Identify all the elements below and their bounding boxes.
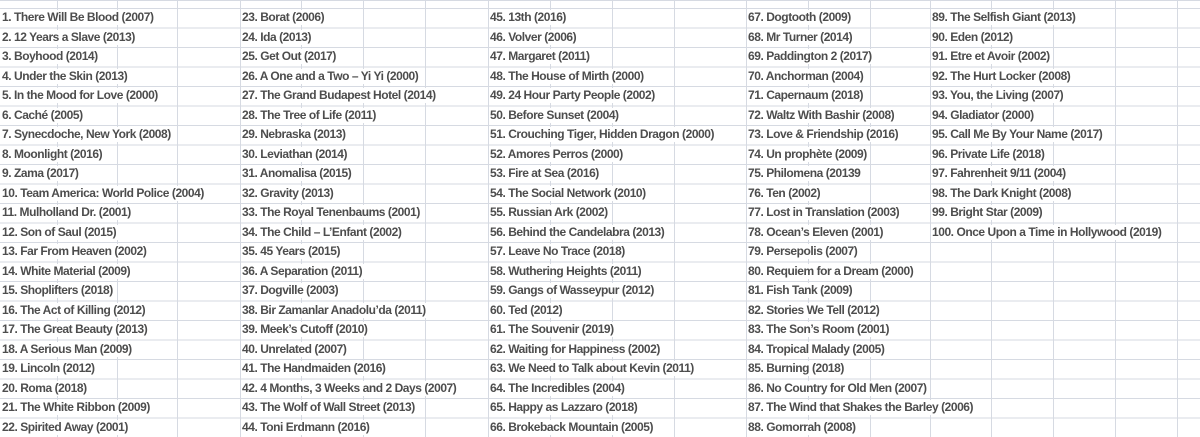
spreadsheet-cell[interactable] <box>932 106 1036 126</box>
spreadsheet-cell[interactable] <box>490 262 643 282</box>
film-list-item[interactable]: 88. Gomorrah (2008) <box>748 419 856 434</box>
spreadsheet-cell[interactable] <box>490 145 625 165</box>
film-list-item[interactable]: 35. 45 Years (2015) <box>242 244 340 259</box>
gridline-vertical <box>240 0 241 437</box>
spreadsheet-cell[interactable] <box>2 28 137 48</box>
film-list-item[interactable]: 73. Love & Friendship (2016) <box>748 127 899 142</box>
film-list-item[interactable]: 11. Mulholland Dr. (2001) <box>2 205 131 220</box>
spreadsheet-cell[interactable] <box>490 28 578 48</box>
film-list-item[interactable]: 51. Crouching Tiger, Hidden Dragon (2000) <box>490 127 715 142</box>
spreadsheet-cell[interactable] <box>748 145 869 165</box>
film-list-item[interactable]: 90. Eden (2012) <box>932 29 1013 44</box>
spreadsheet-cell[interactable] <box>490 223 666 243</box>
film-list-item[interactable]: 79. Persepolis (2007) <box>748 244 858 259</box>
spreadsheet-cell[interactable] <box>242 340 348 360</box>
spreadsheet-cell[interactable] <box>242 359 387 379</box>
spreadsheet-cell[interactable] <box>490 301 564 321</box>
film-list-item[interactable]: 77. Lost in Translation (2003) <box>748 205 900 220</box>
spreadsheet-cell[interactable] <box>2 379 89 399</box>
spreadsheet-cell[interactable] <box>2 145 104 165</box>
film-list-item[interactable]: 45. 13th (2016) <box>490 10 566 25</box>
spreadsheet-cell[interactable] <box>490 67 646 87</box>
spreadsheet-cell[interactable] <box>932 223 1163 243</box>
spreadsheet-cell[interactable] <box>242 164 353 184</box>
film-list-item[interactable]: 80. Requiem for a Dream (2000) <box>748 263 914 278</box>
spreadsheet-cell[interactable] <box>242 223 403 243</box>
spreadsheet-cell[interactable] <box>748 47 874 67</box>
gridline-vertical <box>177 0 178 437</box>
spreadsheet-cell[interactable] <box>748 125 900 145</box>
film-list-item[interactable]: 33. The Royal Tenenbaums (2001) <box>242 205 420 220</box>
film-list-item[interactable]: 62. Waiting for Happiness (2002) <box>490 341 660 356</box>
film-list-item[interactable]: 47. Margaret (2011) <box>490 49 590 64</box>
spreadsheet-cell[interactable] <box>932 184 1073 204</box>
film-list-item[interactable]: 84. Tropical Malady (2005) <box>748 341 885 356</box>
film-list-item[interactable]: 44. Toni Erdmann (2016) <box>242 419 370 434</box>
spreadsheet-cell[interactable] <box>748 106 896 126</box>
film-list-item[interactable]: 16. The Act of Killing (2012) <box>2 302 146 317</box>
film-list-item[interactable]: 27. The Grand Budapest Hotel (2014) <box>242 88 436 103</box>
film-list-item[interactable]: 63. We Need to Talk about Kevin (2011) <box>490 361 694 376</box>
film-list-item[interactable]: 19. Lincoln (2012) <box>2 361 95 376</box>
film-list-item[interactable]: 81. Fish Tank (2009) <box>748 283 853 298</box>
spreadsheet-cell[interactable] <box>490 86 657 106</box>
spreadsheet-cell[interactable] <box>748 223 885 243</box>
spreadsheet-cell[interactable] <box>748 320 891 340</box>
film-list-item[interactable]: 75. Philomena (20139 <box>748 166 861 181</box>
film-list-item[interactable]: 43. The Wolf of Wall Street (2013) <box>242 400 415 415</box>
spreadsheet-cell[interactable] <box>242 106 378 126</box>
film-list-item[interactable]: 89. The Selfish Giant (2013) <box>932 10 1076 25</box>
gridline-vertical <box>488 0 489 437</box>
film-list-item[interactable]: 66. Brokeback Mountain (2005) <box>490 419 654 434</box>
film-list-item[interactable]: 36. A Separation (2011) <box>242 263 363 278</box>
film-list-item[interactable]: 9. Zama (2017) <box>2 166 79 181</box>
spreadsheet-cell[interactable] <box>490 106 621 126</box>
spreadsheet-cell[interactable] <box>2 86 160 106</box>
film-list-item[interactable]: 72. Waltz With Bashir (2008) <box>748 107 895 122</box>
spreadsheet-cell[interactable] <box>2 281 115 301</box>
spreadsheet-cell[interactable] <box>242 418 371 437</box>
film-list-item[interactable]: 78. Ocean’s Eleven (2001) <box>748 224 884 239</box>
film-list-item[interactable]: 15. Shoplifters (2018) <box>2 283 113 298</box>
film-list-item[interactable]: 82. Stories We Tell (2012) <box>748 302 880 317</box>
spreadsheet-cell[interactable] <box>242 28 313 48</box>
film-list-item[interactable]: 12. Son of Saul (2015) <box>2 224 117 239</box>
spreadsheet-cell[interactable] <box>490 203 610 223</box>
spreadsheet-cell[interactable] <box>748 281 854 301</box>
film-list-item[interactable]: 98. The Dark Knight (2008) <box>932 185 1072 200</box>
spreadsheet-cell[interactable] <box>748 379 929 399</box>
film-list-item[interactable]: 69. Paddington 2 (2017) <box>748 49 872 64</box>
film-list-item[interactable]: 24. Ida (2013) <box>242 29 312 44</box>
film-list-item[interactable]: 86. No Country for Old Men (2007) <box>748 380 927 395</box>
spreadsheet-cell[interactable] <box>490 281 656 301</box>
spreadsheet-cell[interactable] <box>932 125 1104 145</box>
film-list-item[interactable]: 14. White Material (2009) <box>2 263 131 278</box>
spreadsheet-cell[interactable] <box>748 262 915 282</box>
film-list-item[interactable]: 48. The House of Mirth (2000) <box>490 68 644 83</box>
film-list-item[interactable]: 30. Leviathan (2014) <box>242 146 348 161</box>
film-list-item[interactable]: 40. Unrelated (2007) <box>242 341 347 356</box>
spreadsheet-cell[interactable] <box>2 398 152 418</box>
film-list-item[interactable]: 34. The Child – L’Enfant (2002) <box>242 224 402 239</box>
film-list-item[interactable]: 83. The Son’s Room (2001) <box>748 322 890 337</box>
film-list-item[interactable]: 60. Ted (2012) <box>490 302 563 317</box>
film-list-item[interactable]: 23. Borat (2006) <box>242 10 325 25</box>
spreadsheet-cell[interactable] <box>932 164 1068 184</box>
film-list-item[interactable]: 91. Etre et Avoir (2002) <box>932 49 1050 64</box>
spreadsheet-cell[interactable] <box>242 398 417 418</box>
film-list-item[interactable]: 99. Bright Star (2009) <box>932 205 1043 220</box>
spreadsheet-cell[interactable] <box>242 184 335 204</box>
spreadsheet-cell[interactable] <box>932 145 1046 165</box>
film-list-item[interactable]: 39. Meek’s Cutoff (2010) <box>242 322 368 337</box>
gridline-vertical <box>1177 0 1178 437</box>
spreadsheet-cell[interactable] <box>748 28 854 48</box>
film-list-item[interactable]: 32. Gravity (2013) <box>242 185 334 200</box>
spreadsheet-cell[interactable] <box>242 281 340 301</box>
spreadsheet-cell[interactable] <box>490 379 626 399</box>
film-list-item[interactable]: 64. The Incredibles (2004) <box>490 380 625 395</box>
film-list-item[interactable]: 61. The Souvenir (2019) <box>490 322 614 337</box>
spreadsheet-cell[interactable] <box>2 242 148 262</box>
film-list-item[interactable]: 6. Caché (2005) <box>2 107 83 122</box>
film-list-item[interactable]: 13. Far From Heaven (2002) <box>2 244 147 259</box>
spreadsheet-cell[interactable] <box>932 8 1077 28</box>
film-list-item[interactable]: 31. Anomalisa (2015) <box>242 166 352 181</box>
film-list-item[interactable]: 42. 4 Months, 3 Weeks and 2 Days (2007) <box>242 380 457 395</box>
film-list-item[interactable]: 41. The Handmaiden (2016) <box>242 361 386 376</box>
film-list-item[interactable]: 55. Russian Ark (2002) <box>490 205 608 220</box>
film-list-item[interactable]: 26. A One and a Two – Yi Yi (2000) <box>242 68 419 83</box>
spreadsheet-cell[interactable] <box>490 8 568 28</box>
spreadsheet-cell[interactable] <box>490 418 655 437</box>
spreadsheet-cell[interactable] <box>932 86 1065 106</box>
spreadsheet-cell[interactable] <box>242 145 349 165</box>
spreadsheet-cell[interactable] <box>242 8 326 28</box>
film-list-item[interactable]: 28. The Tree of Life (2011) <box>242 107 376 122</box>
film-list-item[interactable]: 56. Behind the Candelabra (2013) <box>490 224 665 239</box>
film-list-item[interactable]: 8. Moonlight (2016) <box>2 146 103 161</box>
spreadsheet-cell[interactable] <box>2 223 118 243</box>
film-list-item[interactable]: 52. Amores Perros (2000) <box>490 146 623 161</box>
spreadsheet-cell[interactable] <box>490 184 648 204</box>
film-list-item[interactable]: 3. Boyhood (2014) <box>2 49 98 64</box>
spreadsheet-cell[interactable] <box>490 125 716 145</box>
spreadsheet-cell[interactable] <box>490 164 601 184</box>
film-list-item[interactable]: 93. You, the Living (2007) <box>932 88 1064 103</box>
spreadsheet-cell[interactable] <box>242 86 438 106</box>
spreadsheet-cell[interactable] <box>748 340 886 360</box>
film-list-item[interactable]: 17. The Great Beauty (2013) <box>2 322 148 337</box>
gridline-vertical <box>425 0 426 437</box>
gridline-vertical <box>930 0 931 437</box>
film-list-item[interactable]: 2. 12 Years a Slave (2013) <box>2 29 135 44</box>
spreadsheet-cell[interactable] <box>748 67 865 87</box>
film-list-item[interactable]: 50. Before Sunset (2004) <box>490 107 619 122</box>
film-list-item[interactable]: 49. 24 Hour Party People (2002) <box>490 88 655 103</box>
film-list-item[interactable]: 1. There Will Be Blood (2007) <box>2 10 154 25</box>
film-list-item[interactable]: 5. In the Mood for Love (2000) <box>2 88 158 103</box>
spreadsheet-cell[interactable] <box>748 301 881 321</box>
spreadsheet-cell[interactable] <box>2 418 130 437</box>
spreadsheet-cell[interactable] <box>2 164 80 184</box>
spreadsheet-cell[interactable] <box>490 320 616 340</box>
spreadsheet-cell[interactable] <box>748 8 853 28</box>
film-list-item[interactable]: 22. Spirited Away (2001) <box>2 419 128 434</box>
film-list-item[interactable]: 38. Bir Zamanlar Anadolu’da (2011) <box>242 302 426 317</box>
film-list-item[interactable]: 92. The Hurt Locker (2008) <box>932 68 1071 83</box>
film-list-item[interactable]: 37. Dogville (2003) <box>242 283 339 298</box>
spreadsheet-cell[interactable] <box>242 320 369 340</box>
spreadsheet-cell[interactable] <box>2 125 173 145</box>
spreadsheet-cell[interactable] <box>2 203 133 223</box>
spreadsheet-cell[interactable] <box>748 418 858 437</box>
film-list-item[interactable]: 10. Team America: World Police (2004) <box>2 185 204 200</box>
spreadsheet-cell[interactable] <box>242 47 338 67</box>
spreadsheet-cell[interactable] <box>932 203 1044 223</box>
spreadsheet-cell[interactable] <box>490 340 662 360</box>
spreadsheet-cell[interactable] <box>490 47 592 67</box>
spreadsheet-cell[interactable] <box>242 242 342 262</box>
spreadsheet-cell[interactable] <box>748 184 822 204</box>
spreadsheet-cell[interactable] <box>932 67 1072 87</box>
film-list-item[interactable]: 53. Fire at Sea (2016) <box>490 166 599 181</box>
gridline-vertical <box>746 0 747 437</box>
film-list-item[interactable]: 68. Mr Turner (2014) <box>748 29 853 44</box>
film-list-item[interactable]: 74. Un prophète (2009) <box>748 146 867 161</box>
film-list-item[interactable]: 59. Gangs of Wasseypur (2012) <box>490 283 654 298</box>
film-list-item[interactable]: 20. Roma (2018) <box>2 380 87 395</box>
film-list-item[interactable]: 87. The Wind that Shakes the Barley (2006) <box>748 400 974 415</box>
spreadsheet-cell[interactable] <box>242 301 428 321</box>
film-list-item[interactable]: 100. Once Upon a Time in Hollywood (2019) <box>932 224 1162 239</box>
spreadsheet-cell[interactable] <box>2 67 129 87</box>
film-list-item[interactable]: 96. Private Life (2018) <box>932 146 1045 161</box>
spreadsheet-cell[interactable] <box>490 359 696 379</box>
gridline-vertical <box>1115 0 1116 437</box>
film-list-item[interactable]: 65. Happy as Lazzaro (2018) <box>490 400 638 415</box>
film-list-item[interactable]: 94. Gladiator (2000) <box>932 107 1034 122</box>
film-list-item[interactable]: 71. Capernaum (2018) <box>748 88 864 103</box>
spreadsheet-cell[interactable] <box>932 47 1052 67</box>
film-list-item[interactable]: 58. Wuthering Heights (2011) <box>490 263 642 278</box>
film-list-item[interactable]: 97. Fahrenheit 9/11 (2004) <box>932 166 1066 181</box>
spreadsheet-cell[interactable] <box>748 164 862 184</box>
film-list-item[interactable]: 7. Synecdoche, New York (2008) <box>2 127 171 142</box>
spreadsheet-cell[interactable] <box>242 203 422 223</box>
spreadsheet-cell[interactable] <box>242 262 364 282</box>
spreadsheet-cell[interactable] <box>2 106 85 126</box>
spreadsheet-cell[interactable] <box>748 242 859 262</box>
spreadsheet-cell[interactable] <box>748 398 975 418</box>
film-list-item[interactable]: 76. Ten (2002) <box>748 185 821 200</box>
film-list-item[interactable]: 25. Get Out (2017) <box>242 49 336 64</box>
film-list-item[interactable]: 85. Burning (2018) <box>748 361 844 376</box>
spreadsheet-cell[interactable] <box>2 320 149 340</box>
spreadsheet-cell[interactable] <box>2 47 100 67</box>
spreadsheet-cell[interactable] <box>2 8 156 28</box>
spreadsheet-cell[interactable] <box>932 28 1015 48</box>
spreadsheet-cell[interactable] <box>748 203 901 223</box>
film-list-item[interactable]: 18. A Serious Man (2009) <box>2 341 132 356</box>
spreadsheet-cell[interactable] <box>242 67 420 87</box>
spreadsheet-cell[interactable] <box>748 359 846 379</box>
film-list-item[interactable]: 46. Volver (2006) <box>490 29 577 44</box>
film-list-item[interactable]: 54. The Social Network (2010) <box>490 185 646 200</box>
film-list-item[interactable]: 21. The White Ribbon (2009) <box>2 400 150 415</box>
spreadsheet-cell[interactable] <box>748 86 865 106</box>
spreadsheet-cell[interactable] <box>2 359 97 379</box>
spreadsheet-cell[interactable] <box>2 184 206 204</box>
film-list-item[interactable]: 70. Anchorman (2004) <box>748 68 864 83</box>
spreadsheet-cell[interactable] <box>2 301 147 321</box>
film-list-item[interactable]: 4. Under the Skin (2013) <box>2 68 128 83</box>
spreadsheet-cell[interactable] <box>2 262 132 282</box>
film-list-item[interactable]: 95. Call Me By Your Name (2017) <box>932 127 1103 142</box>
film-list-item[interactable]: 29. Nebraska (2013) <box>242 127 346 142</box>
spreadsheet-cell[interactable] <box>490 242 627 262</box>
spreadsheet-cell[interactable] <box>242 125 348 145</box>
spreadsheet-cell[interactable] <box>242 379 458 399</box>
spreadsheet-cell[interactable] <box>490 398 639 418</box>
film-list-item[interactable]: 67. Dogtooth (2009) <box>748 10 851 25</box>
spreadsheet-cell[interactable] <box>2 340 134 360</box>
film-list-item[interactable]: 57. Leave No Trace (2018) <box>490 244 625 259</box>
